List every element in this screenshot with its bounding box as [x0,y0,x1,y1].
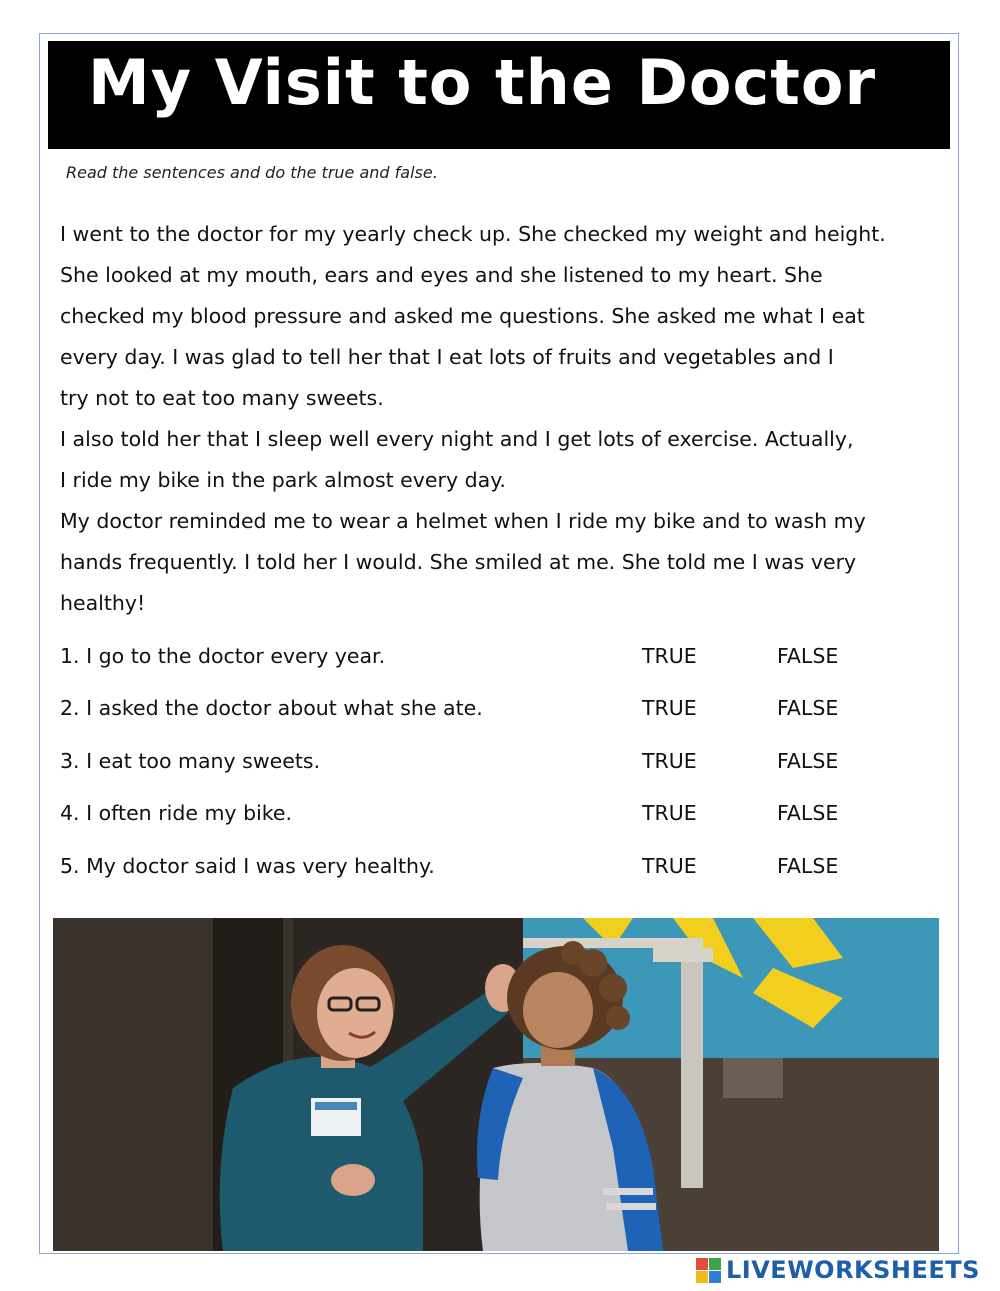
brand-name: LIVEWORKSHEETS [726,1256,980,1284]
false-option[interactable]: FALSE [777,696,839,720]
question-text: 4. I often ride my bike. [60,801,293,825]
false-option[interactable]: FALSE [777,749,839,773]
question-row-5 [60,854,920,894]
photo-illustration [53,918,939,1251]
true-option[interactable]: TRUE [642,801,697,825]
question-text: 5. My doctor said I was very healthy. [60,854,435,878]
story-line: checked my blood pressure and asked me questions. She asked me what I eat [60,304,865,328]
story-line: I ride my bike in the park almost every day. [60,468,506,492]
story-text [60,214,940,624]
true-option[interactable]: TRUE [642,696,697,720]
question-text: 1. I go to the doctor every year. [60,644,386,668]
page-title: My Visit to the Doctor [88,46,877,119]
story-line: every day. I was glad to tell her that I eat lots of fruits and vegetables and I [60,345,834,369]
false-option[interactable]: FALSE [777,854,839,878]
question-text: 2. I asked the doctor about what she ate. [60,696,483,720]
doctor-visit-photo [53,918,939,1251]
liveworksheets-logo-icon [696,1258,722,1284]
question-text: 3. I eat too many sweets. [60,749,321,773]
question-row-1 [60,644,920,684]
true-option[interactable]: TRUE [642,749,697,773]
false-option[interactable]: FALSE [777,801,839,825]
story-line: I went to the doctor for my yearly check up. She checked my weight and height. [60,222,886,246]
true-option[interactable]: TRUE [642,854,697,878]
story-line: try not to eat too many sweets. [60,386,384,410]
story-line: hands frequently. I told her I would. She smiled at me. She told me I was very [60,550,857,574]
false-option[interactable]: FALSE [777,644,839,668]
true-option[interactable]: TRUE [642,644,697,668]
story-line: My doctor reminded me to wear a helmet when I ride my bike and to wash my [60,509,866,533]
story-line: She looked at my mouth, ears and eyes and she listened to my heart. She [60,263,823,287]
instructions: Read the sentences and do the true and false. [66,163,438,182]
question-row-4 [60,801,920,841]
story-line: I also told her that I sleep well every night and I get lots of exercise. Actually, [60,427,854,451]
question-row-2 [60,696,920,736]
story-line: healthy! [60,591,146,615]
question-row-3 [60,749,920,789]
